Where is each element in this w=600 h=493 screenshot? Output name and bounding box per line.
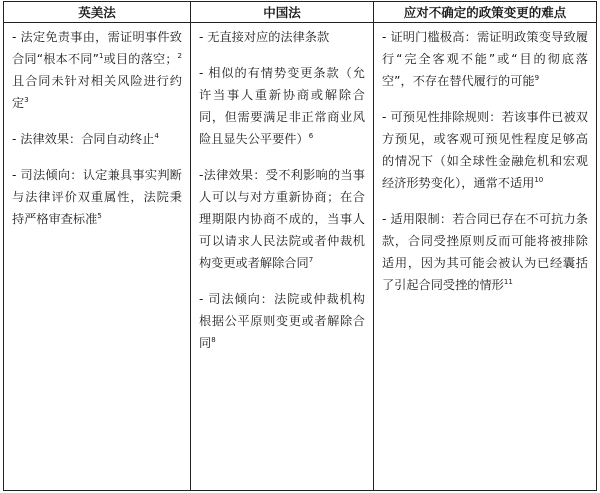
header-chinese-law: 中国法: [191, 2, 374, 23]
list-item: - 无直接对应的法律条款: [199, 30, 330, 44]
list-item: - 司法倾向：认定兼具事实判断与法律评价双重属性，法院秉持严格审查标准$^5$: [12, 168, 182, 226]
list-item: - 证明门槛极高：需证明政策变导致履行“完全客观不能”或“目的彻底落空”，不存在替代履行的可能$^9$: [382, 30, 588, 88]
list-item: - 相似的有情势变更条款（允许当事人重新协商或解除合同，但需要满足非正常商业风险且显失公平要件）$^6$: [199, 66, 365, 146]
header-policy-change-difficulties: 应对不确定的政策变更的难点: [374, 2, 597, 23]
list-item: - 法定免责事由，需证明事件致合同“根本不同”$^1$或目的落空；$^2$且合同未针对相关风险进行约定$^3$: [12, 30, 183, 110]
list-item: - 司法倾向：法院或仲裁机构根据公平原则变更或者解除合同$^8$: [199, 292, 365, 350]
list-item: - 适用限制：若合同已存在不可抗力条款，合同受挫原则反而可能将被排除适用，因为其可能会被认为已经囊括了引起合同受挫的情形$^{11}$: [382, 212, 588, 292]
list-item: -法律效果：受不利影响的当事人可以与对方重新协商；在合理期限内协商不成的，当事人可以请求人民法院或者仲裁机构变更或者解除合同$^7$: [199, 168, 365, 270]
cell-anglo-american-law: [4, 23, 191, 491]
comparison-table: [3, 1, 597, 491]
header-anglo-american-law: 英美法: [4, 2, 191, 23]
content-row: [4, 23, 597, 491]
header-row: [4, 2, 597, 23]
list-item: - 可预见性排除规则：若该事件已被双方预见，或客观可预见性程度足够高的情况下（如全球性金融危机和宏观经济形势变化），通常不适用$^{10}$: [382, 110, 588, 190]
cell-policy-change-difficulties: [374, 23, 597, 491]
cell-chinese-law: [191, 23, 374, 491]
list-item: - 法律效果：合同自动终止$^4$: [12, 131, 159, 146]
